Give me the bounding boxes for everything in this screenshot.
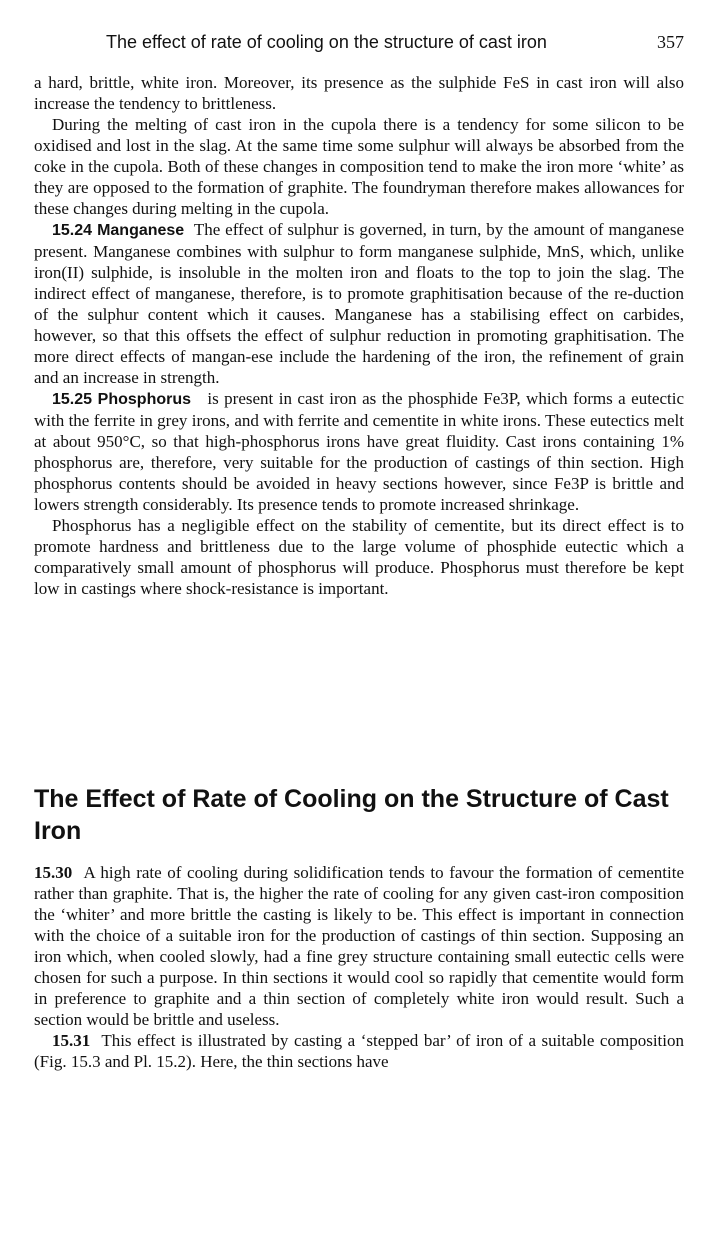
subsection-heading-phosphorus: 15.25 Phosphorus: [52, 391, 192, 408]
running-title: The effect of rate of cooling on the structure of cast iron: [106, 32, 547, 52]
subsection-heading-manganese: 15.24 Manganese: [52, 222, 185, 239]
page-number: 357: [657, 32, 684, 52]
paragraph-text: is present in cast iron as the phosphide Fe3P, which forms a eutectic with the ferrite in grey irons, and with ferrite and cementite in white irons. These eutectics melt at about 950°C, so that high-phosphorus irons have great fluidity. Cast irons containing 1% phosphorus are, therefore, very suitable for the production of castings of thin section. High phosphorus contents should be avoided in heavy sections however, since Fe3P is brittle and lowers strength considerably. Its presence tends to promote increased shrinkage.: [34, 389, 684, 514]
paragraph: a hard, brittle, white iron. Moreover, its presence as the sulphide FeS in cast iron will also increase the tendency to brittleness.: [34, 73, 684, 113]
paragraph: Phosphorus has a negligible effect on the stability of cementite, but its direct effect is to promote hardness and brittleness due to the large volume of phosphide eutectic which a comparatively small amount of phosphorus will produce. Phosphorus must therefore be kept low in castings where shock-resistance is important.: [34, 516, 684, 598]
paragraph-text: This effect is illustrated by casting a ‘stepped bar’ of iron of a suitable composition (Fig. 15.3 and Pl. 15.2). Here, the thin sections have: [34, 1031, 684, 1071]
paragraph-15-30: [34, 862, 684, 1030]
section-heading: The Effect of Rate of Cooling on the Structure of Cast Iron: [34, 785, 669, 845]
paragraph: During the melting of cast iron in the cupola there is a tendency for some silicon to be oxidised and lost in the slag. At the same time some sulphur will always be absorbed from the coke in the cupola. Both of these changes in composition tend to make the iron more ‘white’ as they are opposed to the formation of graphite. The foundryman therefore makes allowances for these changes during melting in the cupola.: [34, 115, 684, 218]
paragraph-text: The effect of sulphur is governed, in turn, by the amount of manganese present. Manganese combines with sulphur to form manganese sulphide, MnS, which, unlike iron(II) sulphide, is insoluble in the molten iron and floats to the top to join the slag. The indirect effect of manganese, therefore, is to promote graphitisation because of the re-duction of the sulphur content which it causes. Manganese has a stabilising effect on carbides, however, so that this offsets the effect of sulphur reduction in promoting graphitisation. The more direct effects of mangan-ese include the hardening of the iron, the refinement of grain and an increase in strength.: [34, 220, 685, 387]
running-head: [34, 30, 684, 54]
paragraph-manganese: [34, 219, 684, 388]
body-text-section-2: [34, 862, 684, 1072]
paragraph-number: 15.31: [52, 1031, 91, 1050]
paragraph-15-31: [34, 1030, 684, 1072]
paragraph-number: 15.30: [34, 863, 73, 882]
body-text-section-1: [34, 72, 684, 599]
paragraph-text: A high rate of cooling during solidification tends to favour the formation of cementite rather than graphite. That is, the higher the rate of cooling for any given cast-iron composition the ‘whiter’ and more brittle the casting is likely to be. This effect is important in connection with the choice of a suitable iron for the production of castings of thin section. Supposing an iron which, when cooled slowly, had a fine grey structure containing small eutectic cells were chosen for such a purpose. In thin sections it would cool so rapidly that cementite would form in preference to graphite and a thin section of completely white iron would result. Such a section would be brittle and useless.: [34, 863, 685, 1029]
paragraph-phosphorus: [34, 388, 684, 515]
